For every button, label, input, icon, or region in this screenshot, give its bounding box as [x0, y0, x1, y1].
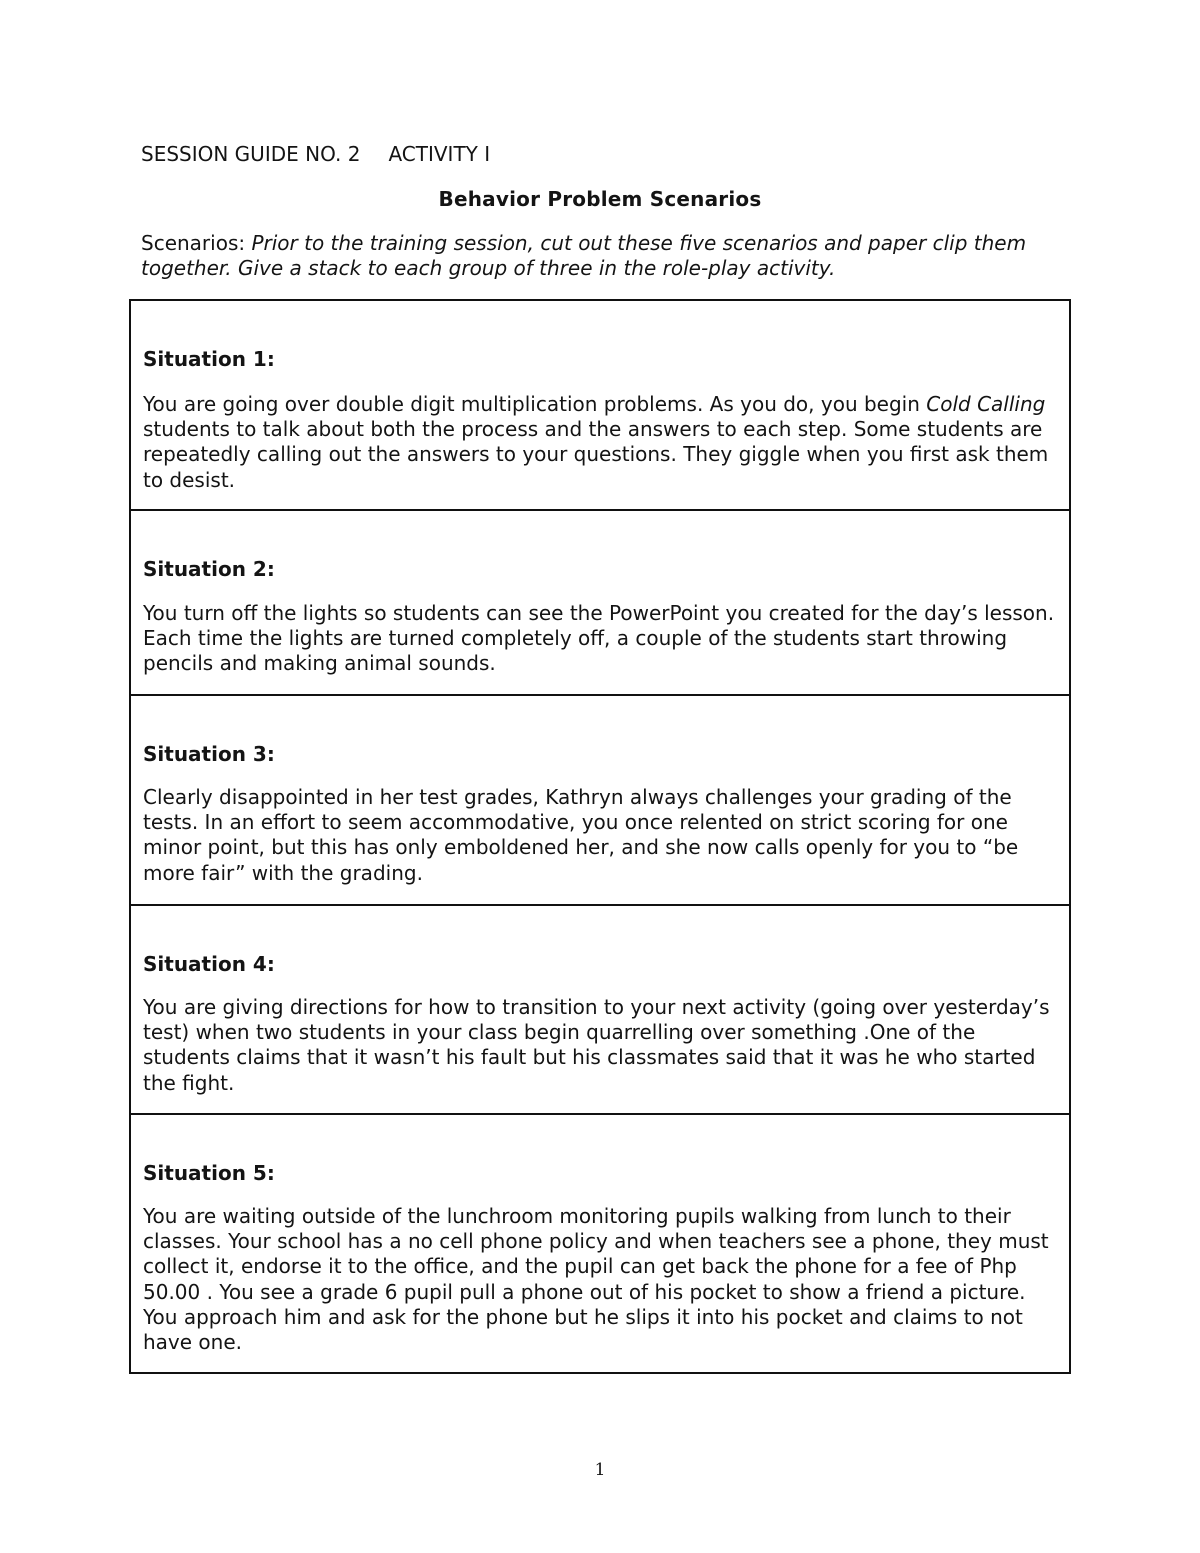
table-row [130, 905, 1070, 1114]
situation-heading: Situation 3: [143, 742, 275, 766]
situation-body: You are waiting outside of the lunchroom monitoring pupils walking from lunch to their classes. Your school has a no cell phone policy and when teachers see a phone, they must collect it, endorse it to the office, and the pupil can get back the phone for a fee of Php 50.00 . You see a grade 6 pupil pull a phone out of his pocket to show a friend a picture. You approach him and ask for the phone but he slips it into his pocket and claims to not have one. [143, 1204, 1049, 1355]
situation-heading: Situation 5: [143, 1161, 275, 1185]
situation-cell-2 [130, 510, 1070, 695]
table-row [130, 300, 1070, 510]
table-row [130, 510, 1070, 695]
session-header [141, 141, 490, 167]
instructions [141, 231, 1061, 281]
situation-cell-4 [130, 905, 1070, 1114]
scenario-table [129, 299, 1071, 1374]
activity-label: ACTIVITY I [388, 142, 491, 166]
situation-heading: Situation 4: [143, 952, 275, 976]
situation-cell-3 [130, 695, 1070, 905]
page-number: 1 [594, 1460, 606, 1480]
session-label: SESSION GUIDE NO. 2 [141, 142, 361, 166]
cold-calling-term: Cold Calling [926, 392, 1046, 416]
situation-heading: Situation 2: [143, 557, 275, 581]
situation-body: You are going over double digit multiplication problems. As you do, you begin Cold Calling students to talk about both the process and the answers to each step. Some students are repeatedly calling out the answers to your questions. They giggle when you first ask them to desist. [143, 392, 1049, 492]
table-row [130, 695, 1070, 905]
page-title: Behavior Problem Scenarios [438, 187, 762, 211]
instructions-text: Prior to the training session, cut out these five scenarios and paper clip them together. Give a stack to each group of three in the role-play activity. [141, 231, 1027, 280]
situation-body: You turn off the lights so students can see the PowerPoint you created for the day’s lesson. Each time the lights are turned completely off, a couple of the students start throwing pencils and making animal sounds. [143, 601, 1055, 676]
instructions-lead: Scenarios: [141, 231, 252, 255]
situation-body: You are giving directions for how to transition to your next activity (going over yesterday’s test) when two students in your class begin quarrelling over something .One of the students claims that it wasn’t his fault but his classmates said that it was he who started the fight. [143, 995, 1050, 1095]
situation-cell-1 [130, 300, 1070, 510]
table-row [130, 1114, 1070, 1373]
situation-cell-5 [130, 1114, 1070, 1373]
situation-body: Clearly disappointed in her test grades, Kathryn always challenges your grading of the tests. In an effort to seem accommodative, you once relented on strict scoring for one minor point, but this has only emboldened her, and she now calls openly for you to “be more fair” with the grading. [143, 785, 1019, 885]
situation-heading: Situation 1: [143, 347, 275, 371]
